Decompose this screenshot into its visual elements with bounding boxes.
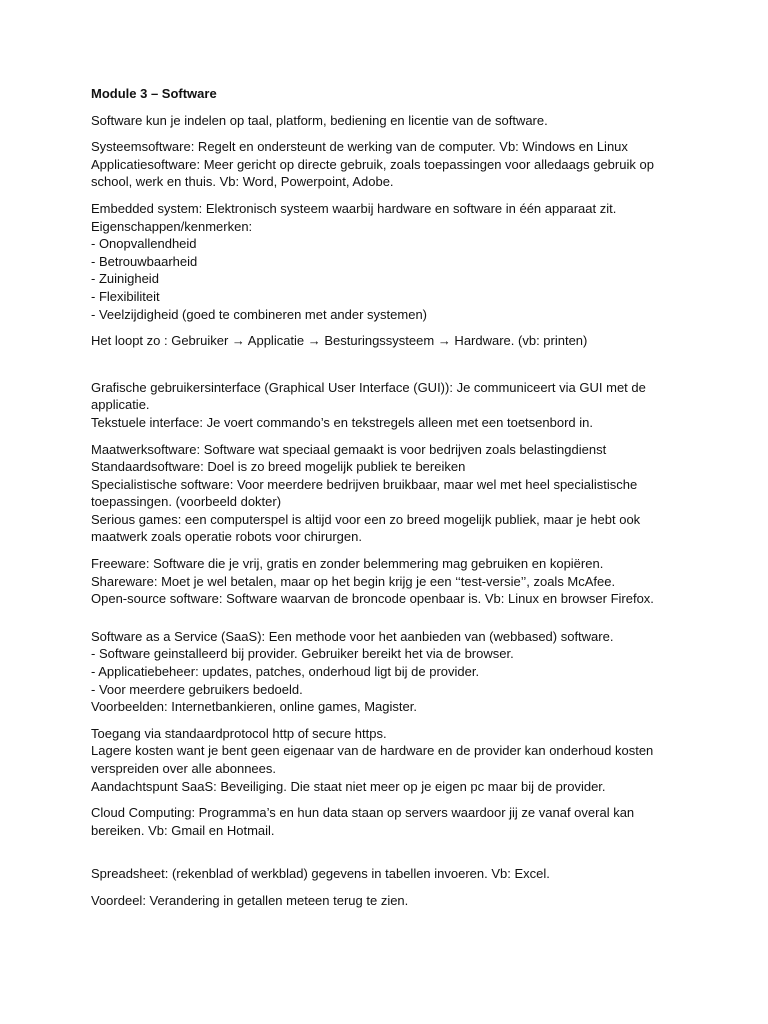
embedded-system-paragraph	[91, 200, 691, 323]
spreadsheet-paragraph: Spreadsheet: (rekenblad of werkblad) gegevens in tabellen invoeren. Vb: Excel.	[91, 866, 550, 882]
text-line: maatwerk zoals operatie robots voor chirurgen.	[91, 529, 362, 545]
text-line: Embedded system: Elektronisch systeem waarbij hardware en software in één apparaat zit.	[91, 200, 617, 216]
text-line: Applicatiesoftware: Meer gericht op directe gebruik, zoals toepassingen voor alledaags gebruik op	[91, 156, 654, 172]
saas-paragraph	[91, 628, 691, 716]
text-line: Freeware: Software die je vrij, gratis en zonder belemmering mag gebruiken en kopiëren.	[91, 556, 604, 572]
list-item: - Flexibiliteit	[91, 288, 160, 304]
custom-software-paragraph	[91, 441, 691, 547]
software-types-paragraph	[91, 138, 691, 191]
text-line: Software as a Service (SaaS): Een methode voor het aanbieden van (webbased) software.	[91, 628, 614, 644]
intro-paragraph: Software kun je indelen op taal, platform, bediening en licentie van de software.	[91, 112, 548, 128]
text-line: Open-source software: Software waarvan de broncode openbaar is. Vb: Linux en browser Firefox.	[91, 591, 654, 607]
text-line: toepassingen. (voorbeeld dokter)	[91, 494, 282, 510]
text-line: Lagere kosten want je bent geen eigenaar van de hardware en de provider kan onderhoud kosten	[91, 743, 654, 759]
text-line: Cloud Computing: Programma’s en hun data staan op servers waardoor jij ze vanaf overal kan	[91, 805, 635, 821]
text-line: school, werk en thuis. Vb: Word, Powerpoint, Adobe.	[91, 174, 394, 190]
text-line: Shareware: Moet je wel betalen, maar op het begin krijg je een ‘‘test-versie’’, zoals McAfee.	[91, 573, 616, 589]
interface-paragraph	[91, 379, 691, 432]
list-item: - Onopvallendheid	[91, 236, 197, 252]
text-line: Toegang via standaardprotocol http of secure https.	[91, 725, 387, 741]
text-line: applicatie.	[91, 397, 150, 413]
text-line: Tekstuele interface: Je voert commando’s en tekstregels alleen met een toetsenbord in.	[91, 414, 593, 430]
list-item: - Software geinstalleerd bij provider. Gebruiker bereikt het via de browser.	[91, 646, 514, 662]
text-line: Grafische gebruikersinterface (Graphical User Interface (GUI)): Je communiceert via GUI met de	[91, 379, 646, 395]
text-line: verspreiden over alle abonnees.	[91, 761, 277, 776]
text-line: Maatwerksoftware: Software wat speciaal gemaakt is voor bedrijven zoals belastingdienst	[91, 441, 607, 457]
access-paragraph	[91, 725, 691, 795]
cloud-computing-paragraph	[91, 804, 691, 839]
text-line: Eigenschappen/kenmerken:	[91, 218, 253, 234]
text-line: bereiken. Vb: Gmail en Hotmail.	[91, 822, 275, 838]
flow-paragraph: Het loopt zo : Gebruiker → Applicatie → Besturingssysteem → Hardware. (vb: printen)	[91, 333, 588, 349]
licenses-paragraph	[91, 555, 691, 608]
document-page	[91, 85, 691, 919]
text-line: Systeemsoftware: Regelt en ondersteunt de werking van de computer. Vb: Windows en Linux	[91, 139, 628, 155]
text-line: Aandachtspunt SaaS: Beveiliging. Die staat niet meer op je eigen pc maar bij de provider.	[91, 778, 606, 794]
list-item: - Veelzijdigheid (goed te combineren met ander systemen)	[91, 306, 428, 322]
list-item: - Voor meerdere gebruikers bedoeld.	[91, 681, 303, 697]
list-item: - Applicatiebeheer: updates, patches, onderhoud ligt bij de provider.	[91, 664, 480, 680]
document-title: Module 3 – Software	[91, 86, 217, 101]
text-line: Specialistische software: Voor meerdere bedrijven bruikbaar, maar wel met heel specialistische	[91, 476, 638, 492]
list-item: - Zuinigheid	[91, 271, 159, 287]
advantage-paragraph: Voordeel: Verandering in getallen meteen terug te zien.	[91, 892, 409, 908]
text-line: Standaardsoftware: Doel is zo breed mogelijk publiek te bereiken	[91, 459, 466, 475]
text-line: Serious games: een computerspel is altijd voor een zo breed mogelijk publiek, maar je hebt ook	[91, 511, 641, 527]
list-item: - Betrouwbaarheid	[91, 253, 198, 269]
text-line: Voorbeelden: Internetbankieren, online games, Magister.	[91, 699, 417, 715]
